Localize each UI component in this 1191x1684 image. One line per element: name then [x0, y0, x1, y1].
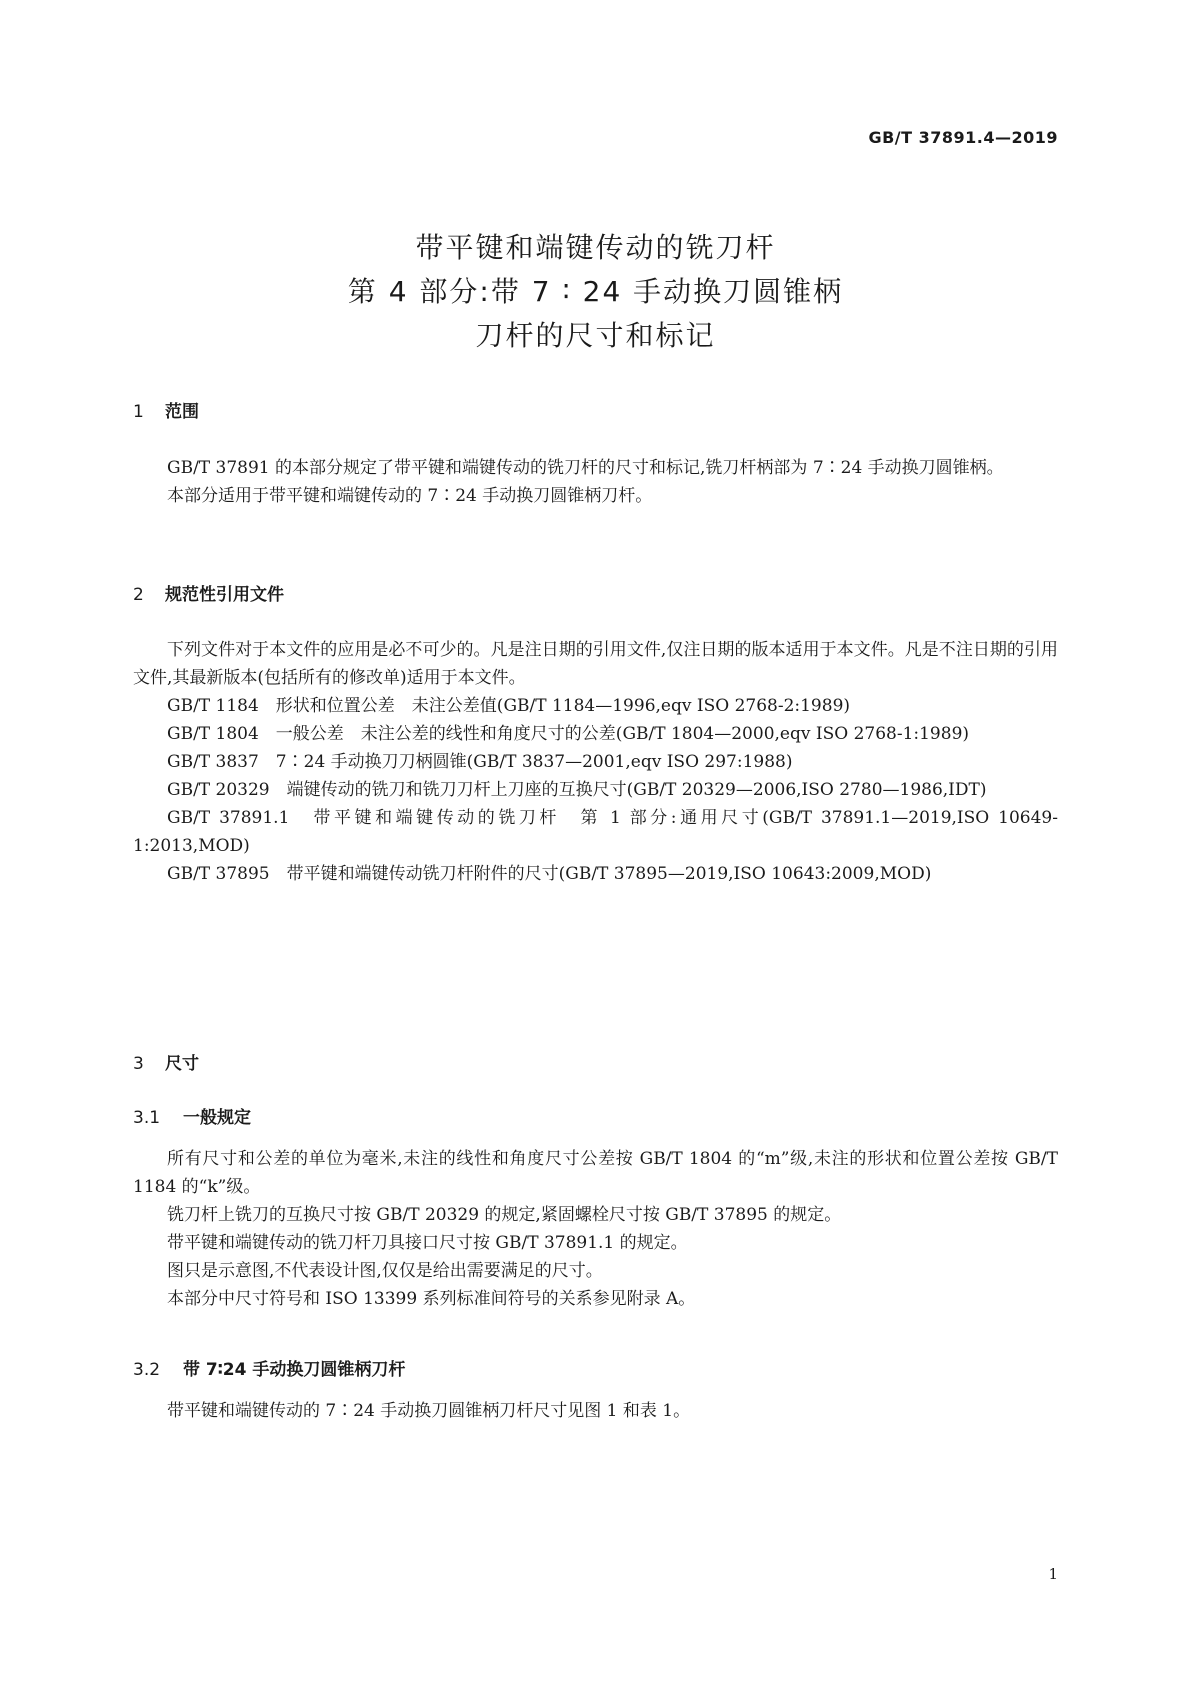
section-title: 尺寸	[165, 1054, 199, 1074]
paragraph: 图只是示意图,不代表设计图,仅仅是给出需要满足的尺寸。	[167, 1261, 603, 1281]
section-number: 2	[133, 585, 144, 605]
section-2-body	[133, 636, 1058, 888]
reference-item: GB/T 1804 一般公差 未注公差的线性和角度尺寸的公差(GB/T 1804—2000,eqv ISO 2768-1:1989)	[167, 724, 970, 744]
reference-item: GB/T 3837 7∶24 手动换刀刀柄圆锥(GB/T 3837—2001,eqv ISO 297:1988)	[167, 752, 793, 772]
title-line-3: 刀杆的尺寸和标记	[475, 319, 716, 352]
reference-item: GB/T 1184 形状和位置公差 未注公差值(GB/T 1184—1996,eqv ISO 2768-2:1989)	[167, 696, 851, 716]
section-2-heading	[133, 580, 284, 605]
section-number: 1	[133, 402, 144, 422]
section-number: 3.2	[133, 1360, 161, 1380]
document-title	[0, 226, 1191, 358]
title-line-1: 带平键和端键传动的铣刀杆	[415, 231, 776, 264]
section-3-2-body	[133, 1397, 1058, 1425]
paragraph: 带平键和端键传动的铣刀杆刀具接口尺寸按 GB/T 37891.1 的规定。	[167, 1233, 688, 1253]
paragraph: GB/T 37891 的本部分规定了带平键和端键传动的铣刀杆的尺寸和标记,铣刀杆柄部为 7∶24 手动换刀圆锥柄。	[167, 458, 1004, 478]
section-3-1-body	[133, 1145, 1058, 1313]
reference-item: GB/T 37895 带平键和端键传动铣刀杆附件的尺寸(GB/T 37895—2019,ISO 10643:2009,MOD)	[167, 864, 932, 884]
section-3-heading	[133, 1049, 199, 1074]
section-title: 带 7∶24 手动换刀圆锥柄刀杆	[183, 1360, 406, 1380]
paragraph: 带平键和端键传动的 7∶24 手动换刀圆锥柄刀杆尺寸见图 1 和表 1。	[167, 1401, 691, 1421]
page-number: 1	[1048, 1565, 1058, 1583]
paragraph: 下列文件对于本文件的应用是必不可少的。凡是注日期的引用文件,仅注日期的版本适用于本文件。凡是不注日期的引用文件,其最新版本(包括所有的修改单)适用于本文件。	[133, 640, 1058, 688]
standard-code: GB/T 37891.4—2019	[868, 128, 1058, 147]
section-3-2-heading	[133, 1355, 405, 1380]
section-title: 一般规定	[183, 1108, 251, 1128]
title-line-2: 第 4 部分:带 7 ∶ 24 手动换刀圆锥柄	[347, 275, 844, 308]
paragraph: 铣刀杆上铣刀的互换尺寸按 GB/T 20329 的规定,紧固螺栓尺寸按 GB/T 37895 的规定。	[167, 1205, 842, 1225]
reference-item: GB/T 20329 端键传动的铣刀和铣刀刀杆上刀座的互换尺寸(GB/T 20329—2006,ISO 2780—1986,IDT)	[167, 780, 987, 800]
section-number: 3.1	[133, 1108, 161, 1128]
section-1-body	[133, 454, 1058, 510]
paragraph: 本部分适用于带平键和端键传动的 7∶24 手动换刀圆锥柄刀杆。	[167, 486, 653, 506]
section-number: 3	[133, 1054, 144, 1074]
section-1-heading	[133, 397, 199, 422]
section-title: 范围	[165, 402, 199, 422]
reference-item: GB/T 37891.1 带平键和端键传动的铣刀杆 第 1 部分:通用尺寸(GB/T 37891.1—2019,ISO 10649-1:2013,MOD)	[133, 808, 1058, 856]
section-title: 规范性引用文件	[165, 585, 284, 605]
section-3-1-heading	[133, 1103, 251, 1128]
paragraph: 所有尺寸和公差的单位为毫米,未注的线性和角度尺寸公差按 GB/T 1804 的“m”级,未注的形状和位置公差按 GB/T 1184 的“k”级。	[133, 1149, 1058, 1197]
paragraph: 本部分中尺寸符号和 ISO 13399 系列标准间符号的关系参见附录 A。	[167, 1289, 696, 1309]
